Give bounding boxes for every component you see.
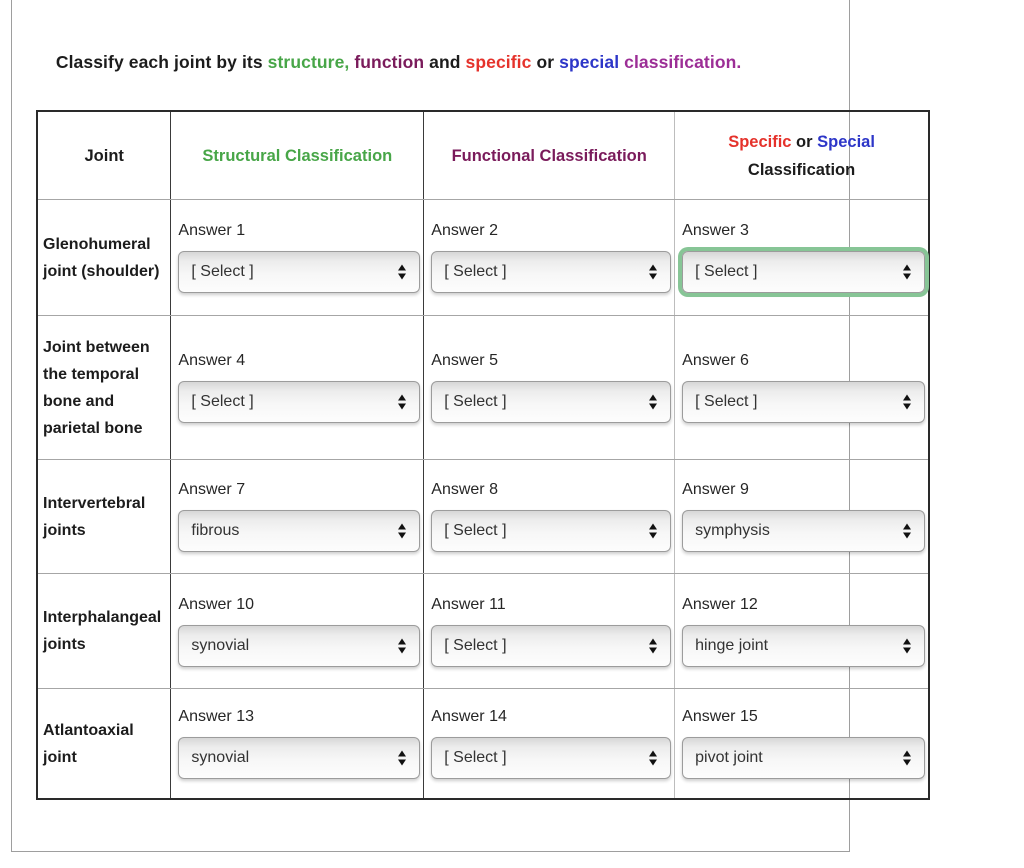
answer-label: Answer 6 [682, 352, 749, 369]
select-answer-12[interactable] [682, 625, 925, 667]
answer-label: Answer 12 [682, 595, 758, 613]
select-value: [ Select ] [444, 522, 507, 539]
select-value: [ Select ] [444, 749, 507, 766]
select-answer-9[interactable] [682, 510, 925, 552]
select-arrows-icon [649, 638, 657, 653]
prompt-segment-function: function [354, 52, 425, 72]
select-arrows-icon [903, 395, 911, 410]
joint-cell [38, 460, 171, 573]
select-value: [ Select ] [695, 393, 758, 410]
answer-cell [424, 460, 675, 573]
select-answer-10[interactable] [178, 625, 420, 667]
answer-cell [171, 316, 424, 459]
prompt-segment-structure: structure, [267, 52, 350, 72]
joint-cell [38, 316, 171, 459]
table-row-interphalangeal [38, 573, 928, 688]
answer-cell [424, 316, 675, 459]
table-header-row [38, 112, 928, 199]
answer-label: Answer 4 [178, 352, 246, 369]
select-answer-15[interactable] [682, 737, 925, 779]
joint-name: Atlantoaxial joint [43, 721, 134, 766]
answer-label: Answer 10 [178, 595, 254, 613]
prompt-segment-classification: classification. [624, 52, 742, 72]
select-arrows-icon [903, 265, 911, 280]
prompt-segment: Classify each joint by its [55, 52, 268, 72]
select-arrows-icon [649, 751, 657, 766]
select-answer-11[interactable] [431, 625, 671, 667]
header-or-word: or [791, 132, 818, 151]
answer-cell [675, 316, 928, 459]
select-value: [ Select ] [191, 263, 254, 280]
select-arrows-icon [903, 638, 911, 653]
select-value: synovial [191, 636, 250, 654]
answer-label: Answer 14 [431, 708, 507, 725]
select-arrows-icon [649, 265, 657, 280]
joint-cell [38, 200, 171, 315]
select-answer-3[interactable] [682, 251, 925, 293]
table-row-glenohumeral [38, 199, 928, 315]
answer-cell [675, 200, 928, 315]
prompt-segment: and [424, 52, 466, 72]
prompt-segment-special: special [559, 52, 620, 72]
select-answer-2[interactable] [431, 251, 671, 293]
select-value: [ Select ] [695, 263, 758, 280]
header-functional: Functional Classification [424, 112, 675, 199]
select-answer-4[interactable] [178, 381, 420, 423]
answer-label: Answer 1 [178, 222, 246, 239]
joint-name: Joint between the temporal bone and parietal bone [43, 338, 150, 437]
table-row-intervertebral [38, 459, 928, 573]
prompt-segment-specific: specific [465, 52, 532, 72]
select-answer-8[interactable] [431, 510, 671, 552]
answer-label: Answer 15 [682, 708, 758, 725]
answer-cell [675, 460, 928, 573]
select-arrows-icon [398, 751, 406, 766]
header-specific-special [675, 112, 928, 199]
select-arrows-icon [398, 265, 406, 280]
joint-cell [38, 574, 171, 688]
answer-label: Answer 9 [682, 481, 749, 498]
select-arrows-icon [903, 751, 911, 766]
answer-cell [171, 460, 424, 573]
answer-cell [424, 200, 675, 315]
select-value: [ Select ] [444, 636, 507, 654]
prompt-segment: or [531, 52, 560, 72]
select-value: [ Select ] [444, 393, 507, 410]
select-arrows-icon [398, 395, 406, 410]
answer-label: Answer 13 [178, 708, 254, 725]
question-prompt [36, 31, 741, 94]
answer-cell [675, 574, 928, 688]
select-arrows-icon [903, 524, 911, 539]
select-value: [ Select ] [191, 393, 254, 410]
answer-cell [171, 689, 424, 798]
answer-label: Answer 2 [431, 222, 498, 239]
select-arrows-icon [398, 638, 406, 653]
select-arrows-icon [398, 524, 406, 539]
answer-label: Answer 7 [178, 481, 246, 498]
header-joint: Joint [38, 112, 171, 199]
answer-cell [424, 689, 675, 798]
answer-cell [675, 689, 928, 798]
answer-cell [171, 574, 424, 688]
header-classification-word: Classification [747, 160, 856, 179]
select-answer-14[interactable] [431, 737, 671, 779]
answer-cell [424, 574, 675, 688]
select-value: pivot joint [695, 749, 763, 766]
select-answer-6[interactable] [682, 381, 925, 423]
header-structural: Structural Classification [171, 112, 424, 199]
table-row-atlantoaxial [38, 688, 928, 798]
select-answer-13[interactable] [178, 737, 420, 779]
answer-label: Answer 3 [682, 222, 749, 239]
classification-table [36, 110, 930, 800]
answer-label: Answer 11 [431, 595, 506, 613]
header-specific-word: Specific [728, 132, 792, 151]
select-answer-5[interactable] [431, 381, 671, 423]
select-value: symphysis [695, 522, 770, 539]
select-arrows-icon [649, 524, 657, 539]
joint-name: Glenohumeral joint (shoulder) [43, 235, 160, 280]
joint-cell [38, 689, 171, 798]
select-value: hinge joint [695, 636, 769, 654]
select-answer-7[interactable] [178, 510, 420, 552]
select-answer-1[interactable] [178, 251, 420, 293]
answer-label: Answer 5 [431, 352, 498, 369]
select-value: fibrous [191, 522, 240, 539]
select-arrows-icon [649, 395, 657, 410]
answer-label: Answer 8 [431, 481, 498, 498]
header-special-word: Special [817, 132, 875, 151]
select-value: synovial [191, 749, 250, 766]
table-row-temporal-parietal [38, 315, 928, 459]
joint-name: Intervertebral joints [43, 494, 146, 539]
joint-name: Interphalangeal joints [43, 609, 162, 653]
answer-cell [171, 200, 424, 315]
select-value: [ Select ] [444, 263, 507, 280]
